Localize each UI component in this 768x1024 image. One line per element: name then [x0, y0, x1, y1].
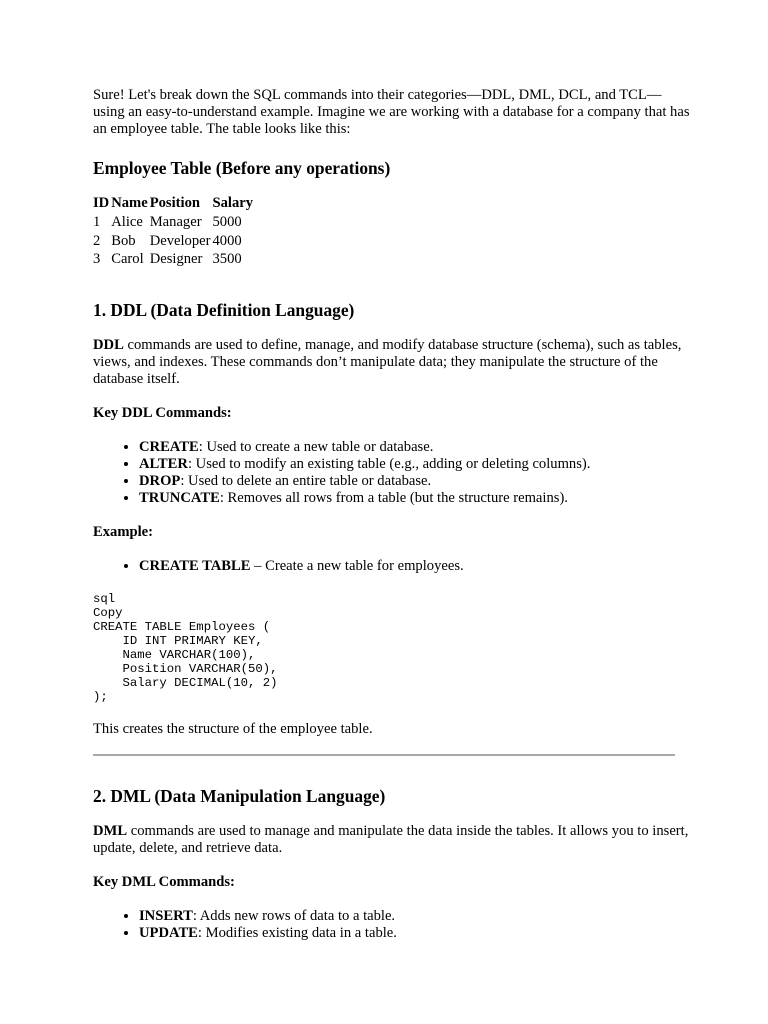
- example-label: Example:: [93, 523, 153, 540]
- table-cell-salary: 5000: [212, 214, 242, 230]
- column-header-salary: Salary: [212, 195, 254, 211]
- example-list: [93, 558, 693, 575]
- ddl-description-text: commands are used to define, manage, and modify database structure (schema), such as tables, views, and indexes. These commands don’t manipulate data; they manipulate the structure of the database itself.: [93, 336, 682, 387]
- command-description: : Used to modify an existing table (e.g., adding or deleting columns).: [187, 455, 591, 472]
- command-term: ALTER: [139, 455, 188, 472]
- command-term: DROP: [139, 472, 181, 489]
- command-term: UPDATE: [139, 924, 198, 941]
- key-ddl-commands-label: Key DDL Commands:: [93, 404, 232, 421]
- list-item: [139, 456, 693, 473]
- table-row: [93, 214, 253, 233]
- ddl-term: DDL: [93, 336, 124, 353]
- employee-table: [91, 195, 255, 270]
- command-description: : Modifies existing data in a table.: [197, 924, 397, 941]
- copy-code-button[interactable]: Copy: [93, 605, 123, 620]
- table-cell-position: Manager: [149, 214, 202, 230]
- code-language-label: sql: [93, 591, 116, 606]
- key-dml-commands-label: Key DML Commands:: [93, 873, 235, 890]
- table-row: [93, 251, 253, 270]
- command-term: INSERT: [139, 907, 193, 924]
- section-divider: [93, 754, 675, 756]
- column-header-id: ID: [93, 195, 110, 211]
- table-row: [93, 233, 253, 252]
- table-cell-salary: 3500: [212, 251, 242, 267]
- example-term: CREATE TABLE: [139, 557, 251, 574]
- document-page: [93, 87, 693, 942]
- dml-description: [93, 823, 693, 857]
- dml-command-list: [93, 908, 693, 942]
- table-cell-id: 2: [93, 232, 101, 249]
- command-term: CREATE: [139, 438, 199, 455]
- dml-heading: 2. DML (Data Manipulation Language): [93, 785, 386, 806]
- table-cell-name: Bob: [111, 232, 136, 249]
- command-term: TRUNCATE: [139, 489, 220, 506]
- table-cell-name: Carol: [111, 251, 144, 267]
- dml-description-text: commands are used to manage and manipulate the data inside the tables. It allows you to insert, update, delete, and retrieve data.: [93, 822, 689, 856]
- list-item: [139, 439, 693, 456]
- ddl-result-text: This creates the structure of the employee table.: [93, 720, 373, 737]
- table-cell-position: Developer: [149, 232, 211, 249]
- column-header-name: Name: [111, 195, 148, 211]
- example-description: – Create a new table for employees.: [250, 557, 464, 574]
- table-cell-name: Alice: [111, 214, 143, 230]
- command-description: : Used to delete an entire table or database.: [180, 472, 432, 489]
- employee-table-heading: Employee Table (Before any operations): [93, 158, 391, 178]
- ddl-description: [93, 337, 693, 388]
- list-item: [139, 558, 693, 575]
- command-description: : Used to create a new table or database.: [198, 438, 434, 455]
- ddl-command-list: [93, 439, 693, 507]
- list-item: [139, 925, 693, 942]
- list-item: [139, 908, 693, 925]
- table-cell-id: 3: [93, 251, 101, 267]
- table-header-row: [93, 195, 253, 214]
- list-item: [139, 490, 693, 507]
- command-description: : Removes all rows from a table (but the structure remains).: [219, 489, 568, 506]
- code-content: CREATE TABLE Employees ( ID INT PRIMARY KEY, Name VARCHAR(100), Position VARCHAR(50), Salary DECIMAL(10, 2) );: [93, 619, 278, 704]
- intro-paragraph: Sure! Let's break down the SQL commands into their categories—DDL, DML, DCL, and TCL—using an easy-to-understand example. Imagine we are working with a database for a company that has an employee table. The table looks like this:: [93, 87, 690, 137]
- table-cell-id: 1: [93, 214, 101, 230]
- code-block: [93, 592, 693, 704]
- list-item: [139, 473, 693, 490]
- table-cell-position: Designer: [149, 251, 203, 267]
- column-header-position: Position: [149, 195, 200, 211]
- command-description: : Adds new rows of data to a table.: [192, 907, 396, 924]
- dml-term: DML: [93, 822, 128, 839]
- table-cell-salary: 4000: [212, 232, 242, 249]
- ddl-heading: 1. DDL (Data Definition Language): [93, 299, 355, 320]
